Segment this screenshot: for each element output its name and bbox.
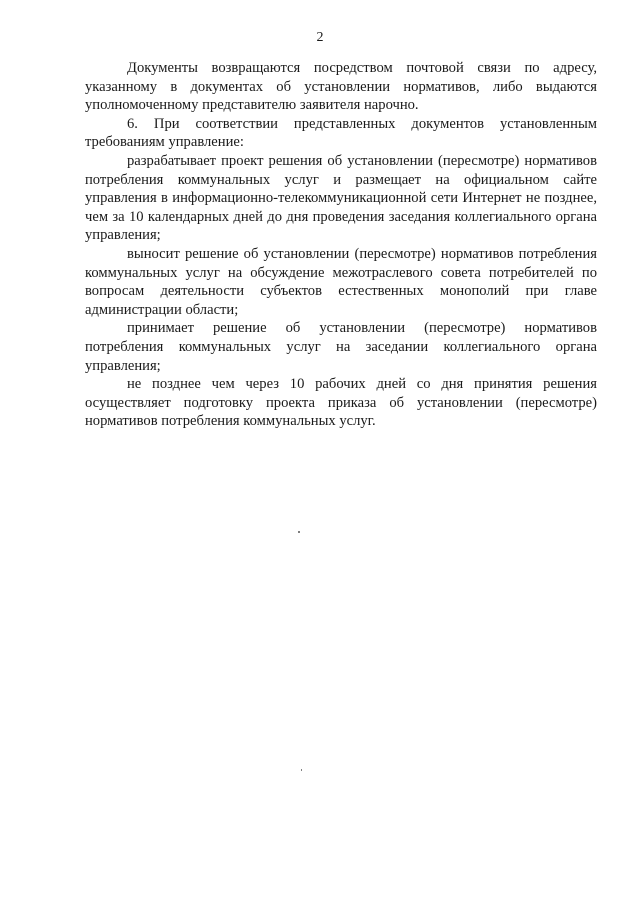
scan-speck: [298, 531, 300, 533]
paragraph-item-6: 6. При соответствии представленных документов установленным требованиям управление:: [85, 115, 597, 151]
paragraph-prepares-order: не позднее чем через 10 рабочих дней со дня принятия решения осуществляет подготовку проекта приказа об установлении (пересмотре) нормативов потребления коммунальных услуг.: [85, 376, 597, 430]
scan-speck: [301, 769, 302, 771]
paragraph-adopts-decision: принимает решение об установлении (пересмотре) нормативов потребления коммунальных услуг на заседании коллегиального органа управления;: [85, 320, 597, 374]
paragraph-documents-returned: Документы возвращаются посредством почтовой связи по адресу, указанному в документах об установлении нормативов, либо выдаются уполномоченному представителю заявителя нарочно.: [85, 60, 597, 114]
paragraph-develops-draft: разрабатывает проект решения об установлении (пересмотре) нормативов потребления коммунальных услуг и размещает на официальном сайте управления в информационно-телекоммуникационной сети Интернет не позднее, чем за 10 календарных дней до дня проведения заседания коллегиального органа управления;: [85, 152, 597, 244]
paragraph-submits-decision: выносит решение об установлении (пересмотре) нормативов потребления коммунальных услуг на обсуждение межотраслевого совета потребителей по вопросам деятельности субъектов естественных монополий при главе администрации области;: [85, 245, 597, 318]
document-body: [85, 59, 597, 431]
page-number: 2: [316, 30, 324, 45]
